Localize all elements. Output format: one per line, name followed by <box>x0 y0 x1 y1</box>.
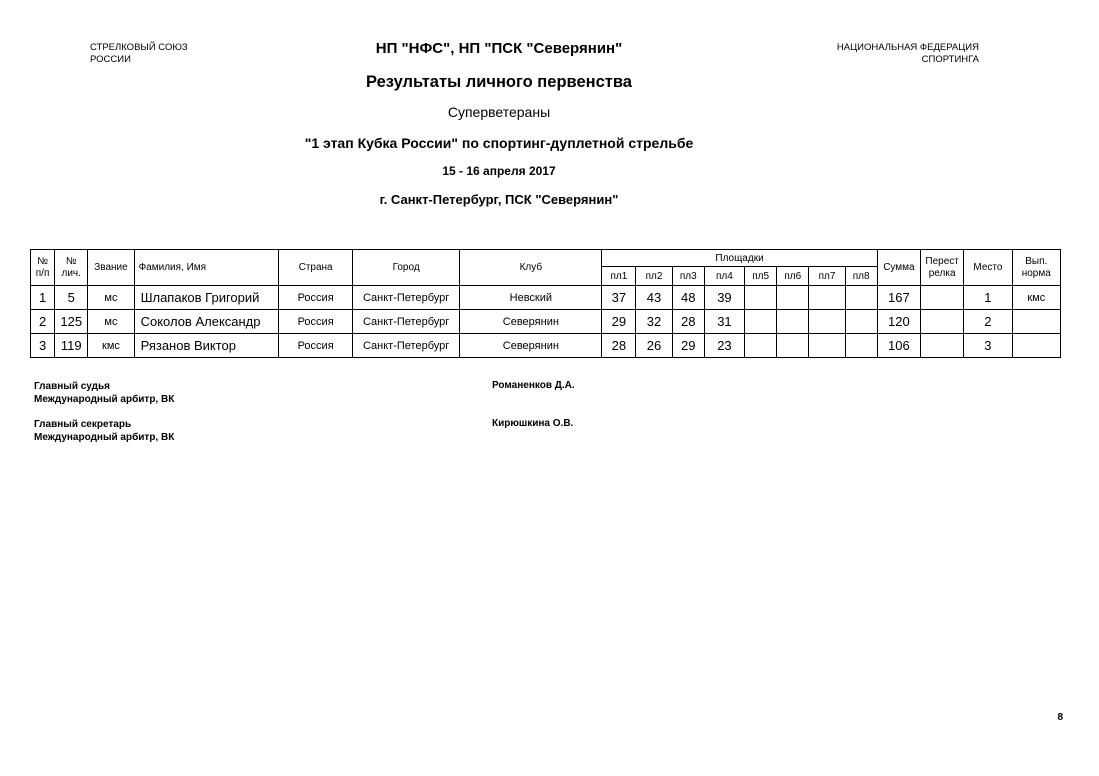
cell-station-6 <box>777 334 809 358</box>
cell-bib: 119 <box>55 334 88 358</box>
col-norm-header-line1: Вып. <box>1025 255 1048 267</box>
col-norm-header <box>1012 250 1060 286</box>
col-name-header: Фамилия, Имя <box>134 250 279 286</box>
cell-station-7 <box>809 334 845 358</box>
cell-station-4: 39 <box>704 286 744 310</box>
event-dates: 15 - 16 апреля 2017 <box>442 164 556 178</box>
cell-country: Россия <box>279 310 352 334</box>
col-bib-header-line1: № <box>65 255 77 267</box>
cell-station-5 <box>745 310 777 334</box>
col-station-8-header: пл8 <box>845 267 877 286</box>
cell-shootoff <box>921 310 964 334</box>
cell-name: Рязанов Виктор <box>134 334 279 358</box>
header-left-line1: СТРЕЛКОВЫЙ СОЮЗ <box>90 42 188 53</box>
signature-role: Главный секретарь <box>34 419 132 430</box>
signature-chief-judge <box>34 380 734 418</box>
cell-station-4: 31 <box>704 310 744 334</box>
col-place-header: Место <box>964 250 1012 286</box>
cell-total: 167 <box>877 286 920 310</box>
col-rank-header: Звание <box>88 250 134 286</box>
cell-station-3: 48 <box>672 286 704 310</box>
col-station-6-header: пл6 <box>777 267 809 286</box>
cell-norm: кмс <box>1012 286 1060 310</box>
cell-station-6 <box>777 310 809 334</box>
col-stations-group-header: Площадки <box>602 250 878 267</box>
cell-rank: мс <box>88 286 134 310</box>
signature-name: Романенков Д.А. <box>492 380 575 391</box>
cell-total: 120 <box>877 310 920 334</box>
cell-station-3: 28 <box>672 310 704 334</box>
col-shootoff-header-line2: релка <box>928 267 956 279</box>
col-station-1-header: пл1 <box>602 267 636 286</box>
col-bib-header <box>55 250 88 286</box>
cell-norm <box>1012 310 1060 334</box>
cell-station-5 <box>745 334 777 358</box>
signature-role: Главный судья <box>34 381 110 392</box>
cell-station-5 <box>745 286 777 310</box>
table-header-row <box>31 250 1061 267</box>
event-title: "1 этап Кубка России" по спортинг-дуплетной стрельбе <box>304 135 694 151</box>
cell-station-8 <box>845 334 877 358</box>
cell-shootoff <box>921 334 964 358</box>
signature-chief-secretary <box>34 418 734 456</box>
cell-norm <box>1012 334 1060 358</box>
col-norm-header-line2: норма <box>1021 267 1051 279</box>
results-table <box>30 249 1061 358</box>
cell-station-8 <box>845 310 877 334</box>
header-left-line2: РОССИИ <box>90 54 131 65</box>
col-country-header: Страна <box>279 250 352 286</box>
cell-name: Соколов Александр <box>134 310 279 334</box>
col-station-7-header: пл7 <box>809 267 845 286</box>
header-center-org: НП "НФС", НП "ПСК "Северянин" <box>375 40 623 57</box>
col-station-3-header: пл3 <box>672 267 704 286</box>
cell-station-2: 32 <box>636 310 672 334</box>
col-shootoff-header <box>921 250 964 286</box>
cell-shootoff <box>921 286 964 310</box>
cell-station-1: 29 <box>602 310 636 334</box>
signature-title: Международный арбитр, ВК <box>34 432 175 443</box>
cell-city: Санкт-Петербург <box>352 310 460 334</box>
cell-bib: 125 <box>55 310 88 334</box>
cell-club: Северянин <box>460 310 602 334</box>
col-num-header <box>31 250 55 286</box>
page-number: 8 <box>1057 712 1063 723</box>
cell-num: 3 <box>31 334 55 358</box>
cell-station-1: 28 <box>602 334 636 358</box>
cell-station-6 <box>777 286 809 310</box>
category-label: Суперветераны <box>447 104 551 120</box>
signature-title: Международный арбитр, ВК <box>34 394 175 405</box>
cell-country: Россия <box>279 286 352 310</box>
cell-place: 2 <box>964 310 1012 334</box>
header-right-line1: НАЦИОНАЛЬНАЯ ФЕДЕРАЦИЯ <box>836 42 979 53</box>
col-num-header-line1: № <box>37 255 48 267</box>
cell-station-7 <box>809 310 845 334</box>
col-total-header: Сумма <box>877 250 920 286</box>
event-place: г. Санкт-Петербург, ПСК "Северянин" <box>379 192 619 207</box>
cell-place: 3 <box>964 334 1012 358</box>
cell-country: Россия <box>279 334 352 358</box>
cell-total: 106 <box>877 334 920 358</box>
cell-club: Северянин <box>460 334 602 358</box>
cell-bib: 5 <box>55 286 88 310</box>
col-num-header-line2: п/п <box>35 267 50 279</box>
cell-rank: мс <box>88 310 134 334</box>
cell-station-8 <box>845 286 877 310</box>
cell-station-4: 23 <box>704 334 744 358</box>
col-shootoff-header-line1: Перест <box>925 255 959 267</box>
signatures-block <box>34 380 734 456</box>
cell-station-7 <box>809 286 845 310</box>
cell-name: Шлапаков Григорий <box>134 286 279 310</box>
col-station-4-header: пл4 <box>704 267 744 286</box>
cell-station-2: 26 <box>636 334 672 358</box>
cell-station-1: 37 <box>602 286 636 310</box>
col-station-5-header: пл5 <box>745 267 777 286</box>
cell-station-2: 43 <box>636 286 672 310</box>
table-row <box>31 286 1061 310</box>
cell-rank: кмс <box>88 334 134 358</box>
cell-club: Невский <box>460 286 602 310</box>
header-right-line2: СПОРТИНГА <box>921 54 979 65</box>
document-title: Результаты личного первенства <box>366 73 632 91</box>
col-club-header: Клуб <box>460 250 602 286</box>
col-bib-header-line2: лич. <box>61 267 81 279</box>
col-city-header: Город <box>352 250 460 286</box>
cell-num: 2 <box>31 310 55 334</box>
cell-station-3: 29 <box>672 334 704 358</box>
cell-num: 1 <box>31 286 55 310</box>
table-row <box>31 310 1061 334</box>
signature-name: Кирюшкина О.В. <box>492 418 574 429</box>
cell-place: 1 <box>964 286 1012 310</box>
cell-city: Санкт-Петербург <box>352 286 460 310</box>
col-station-2-header: пл2 <box>636 267 672 286</box>
header-right-org <box>837 42 979 66</box>
cell-city: Санкт-Петербург <box>352 334 460 358</box>
table-row <box>31 334 1061 358</box>
